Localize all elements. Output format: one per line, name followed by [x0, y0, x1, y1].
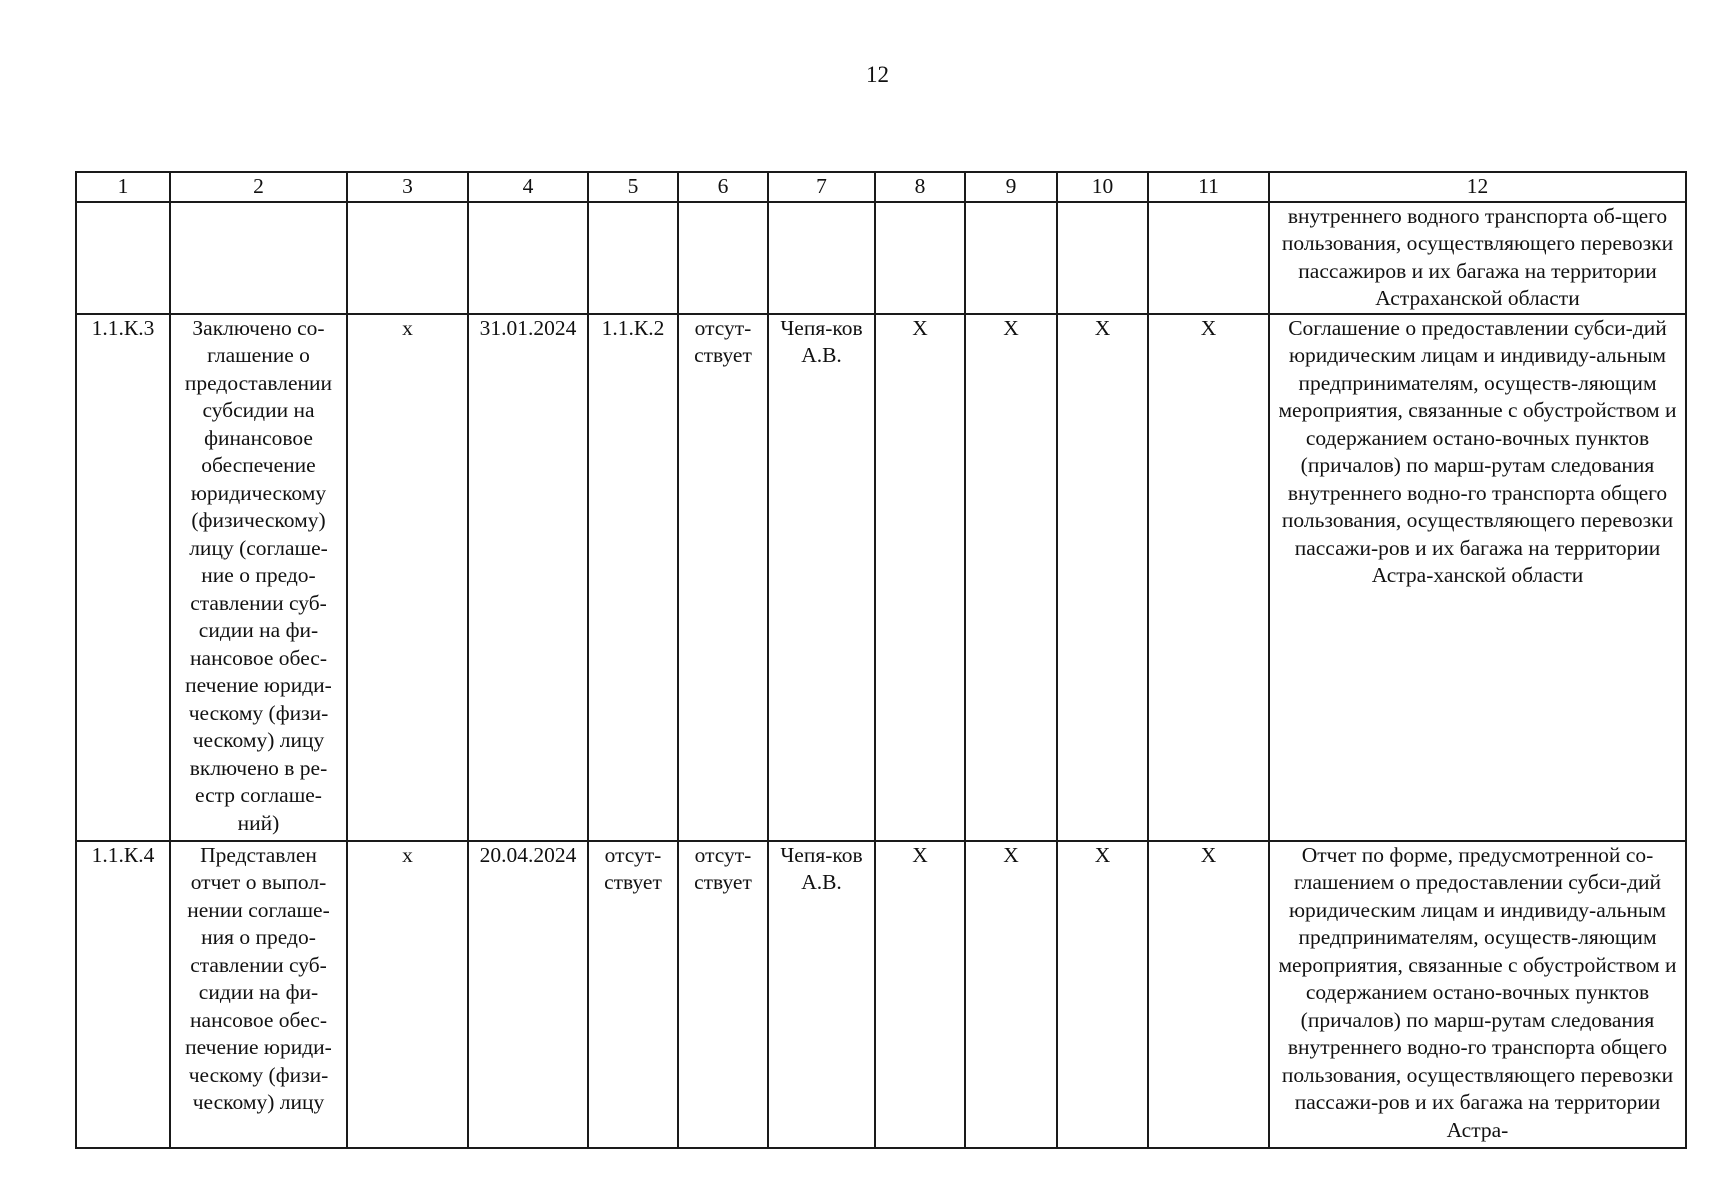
point-code: 1.1.К.3 — [76, 314, 170, 841]
result-description: Отчет по форме, предусмотренной со-глашением о предоставлении субси-дий юридическим лицам и индивиду-альным предпринимателям, осуществ-ляющим мероприятия, связанные с обустройством и содержанием остано-вочных пунктов (причалов) по марш-рутам следования внутреннего водно-го транспорта общего пользования, осуществляющего перевозки пассажи-ров и их багажа на территории Астра- — [1269, 841, 1686, 1148]
table-header-row — [76, 172, 1686, 202]
column-header: 6 — [678, 172, 768, 202]
event-name: Заключено со-глашение о предоставлении субсидии на финансовое обеспечение юридическому (физическому) лицу (соглаше-ние о предо-ставлении суб-сидии на фи-нансовое обес-печение юриди-ческому (физи-ческому) лицу включено в ре-естр соглаше-ний) — [170, 314, 347, 841]
column-header: 5 — [588, 172, 678, 202]
mark-cell: X — [1148, 314, 1269, 841]
responsible: Чепя-ков А.В. — [768, 314, 875, 841]
page-number: 12 — [866, 62, 889, 87]
predecessor: 1.1.К.2 — [588, 314, 678, 841]
mark-cell: X — [965, 314, 1057, 841]
column-header: 11 — [1148, 172, 1269, 202]
successor: отсут-ствует — [678, 314, 768, 841]
start-date: х — [347, 841, 468, 1148]
mark-cell: X — [875, 841, 965, 1148]
result-description: Соглашение о предоставлении субси-дий юридическим лицам и индивиду-альным предпринимателям, осуществ-ляющим мероприятия, связанные с обустройством и содержанием остано-вочных пунктов (причалов) по марш-рутам следования внутреннего водно-го транспорта общего пользования, осуществляющего перевозки пассажи-ров и их багажа на территории Астра-ханской области — [1269, 314, 1686, 841]
start-date: х — [347, 314, 468, 841]
mark-cell: X — [1057, 314, 1148, 841]
table-row — [76, 314, 1686, 841]
table-row — [76, 841, 1686, 1148]
event-name: Представлен отчет о выпол-нении соглаше-ния о предо-ставлении суб-сидии на фи-нансовое обес-печение юриди-ческому (физи-ческому) лицу — [170, 841, 347, 1148]
end-date: 20.04.2024 — [468, 841, 588, 1148]
column-header: 12 — [1269, 172, 1686, 202]
mark-cell: X — [965, 841, 1057, 1148]
responsible: Чепя-ков А.В. — [768, 841, 875, 1148]
column-header: 1 — [76, 172, 170, 202]
column-header: 3 — [347, 172, 468, 202]
end-date: 31.01.2024 — [468, 314, 588, 841]
column-header: 2 — [170, 172, 347, 202]
column-header: 4 — [468, 172, 588, 202]
column-header: 8 — [875, 172, 965, 202]
table-row-continuation — [76, 202, 1686, 314]
document-table — [75, 171, 1687, 1149]
column-header: 10 — [1057, 172, 1148, 202]
mark-cell: X — [875, 314, 965, 841]
result-description: внутреннего водного транспорта об-щего пользования, осуществляющего перевозки пассажиров и их багажа на территории Астраханской области — [1269, 202, 1686, 314]
successor: отсут-ствует — [678, 841, 768, 1148]
column-header: 7 — [768, 172, 875, 202]
predecessor: отсут-ствует — [588, 841, 678, 1148]
point-code: 1.1.К.4 — [76, 841, 170, 1148]
mark-cell: X — [1057, 841, 1148, 1148]
mark-cell: X — [1148, 841, 1269, 1148]
column-header: 9 — [965, 172, 1057, 202]
